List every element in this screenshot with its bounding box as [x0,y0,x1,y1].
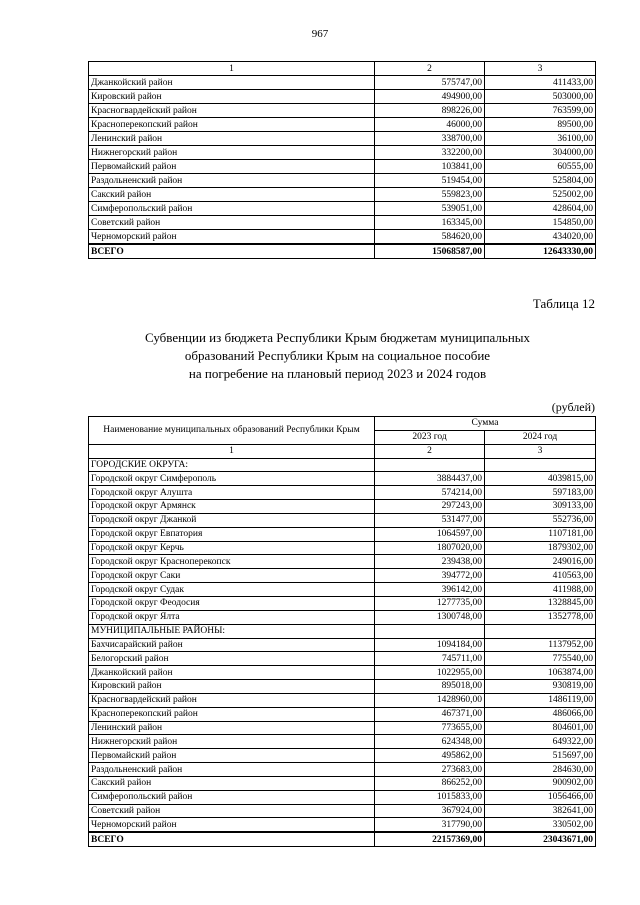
row-name-cell: Городской округ Феодосия [89,596,375,610]
value-2024-cell: 23043671,00 [485,832,596,846]
table-row [89,680,596,694]
value-2024-cell: 411988,00 [485,583,596,597]
value-2024-cell: 775540,00 [485,652,596,666]
row-name-cell: ВСЕГО [89,832,375,846]
table-row [89,216,596,230]
row-name-cell: Первомайский район [89,160,375,174]
empty-cell [485,624,596,638]
value-2023-cell: 495862,00 [375,749,485,763]
subventions-table [88,416,596,847]
empty-cell [375,624,485,638]
row-name-cell: Городской округ Ялта [89,610,375,624]
value-2024-cell: 649322,00 [485,735,596,749]
total-row [89,832,596,846]
table-index-row [89,62,596,76]
value-2023-cell: 3884437,00 [375,472,485,486]
value-2023-cell: 394772,00 [375,569,485,583]
value-2023-cell: 494900,00 [375,90,485,104]
table-title [80,329,595,383]
table-row [89,707,596,721]
value-2023-cell: 898226,00 [375,104,485,118]
empty-cell [375,458,485,472]
table-row [89,230,596,245]
value-2024-cell: 503000,00 [485,90,596,104]
table1-body [89,62,596,259]
value-2024-cell: 434020,00 [485,230,596,245]
table-row [89,763,596,777]
value-2023-cell: 338700,00 [375,132,485,146]
row-name-cell: Городской округ Керчь [89,541,375,555]
value-2024-cell: 309133,00 [485,500,596,514]
header-name-cell: Наименование муниципальных образований Республики Крым [89,417,375,445]
row-name-cell: Раздольненский район [89,763,375,777]
value-2023-cell: 467371,00 [375,707,485,721]
value-2023-cell: 1277735,00 [375,596,485,610]
row-name-cell: Городской округ Евпатория [89,527,375,541]
section-label: ГОРОДСКИЕ ОКРУГА: [89,458,375,472]
value-2023-cell: 163345,00 [375,216,485,230]
value-2023-cell: 584620,00 [375,230,485,245]
value-2024-cell: 1107181,00 [485,527,596,541]
title-line: на погребение на плановый период 2023 и 2024 годов [188,366,487,381]
header-sum-cell: Сумма [375,417,596,431]
value-2023-cell: 273683,00 [375,763,485,777]
row-name-cell: Красногвардейский район [89,104,375,118]
row-name-cell: Джанкойский район [89,76,375,90]
value-2024-cell: 486066,00 [485,707,596,721]
value-2024-cell: 1352778,00 [485,610,596,624]
value-2023-cell: 895018,00 [375,680,485,694]
table-row [89,174,596,188]
table-row [89,569,596,583]
value-2024-cell: 1879302,00 [485,541,596,555]
row-name-cell: Симферопольский район [89,202,375,216]
value-2023-cell: 519454,00 [375,174,485,188]
row-name-cell: ВСЕГО [89,244,375,259]
title-line: образований Республики Крым на социальное пособие [184,348,491,363]
value-2024-cell: 1486119,00 [485,693,596,707]
row-name-cell: Кировский район [89,680,375,694]
value-2024-cell: 597183,00 [485,486,596,500]
header-year-2023: 2023 год [375,430,485,444]
row-name-cell: Советский район [89,804,375,818]
value-2023-cell: 332200,00 [375,146,485,160]
index-cell: 1 [89,62,375,76]
value-2024-cell: 284630,00 [485,763,596,777]
table-row [89,202,596,216]
value-2023-cell: 574214,00 [375,486,485,500]
value-2023-cell: 15068587,00 [375,244,485,259]
value-2024-cell: 763599,00 [485,104,596,118]
value-2024-cell: 930819,00 [485,680,596,694]
value-2023-cell: 539051,00 [375,202,485,216]
section-row [89,458,596,472]
value-2024-cell: 804601,00 [485,721,596,735]
table-label: Таблица 12 [532,296,595,311]
value-2024-cell: 330502,00 [485,818,596,832]
value-2023-cell: 1300748,00 [375,610,485,624]
empty-cell [485,458,596,472]
value-2023-cell: 773655,00 [375,721,485,735]
row-name-cell: Нижнегорский район [89,735,375,749]
value-2024-cell: 4039815,00 [485,472,596,486]
table-row [89,693,596,707]
row-name-cell: Джанкойский район [89,666,375,680]
value-2024-cell: 525804,00 [485,174,596,188]
value-2023-cell: 22157369,00 [375,832,485,846]
row-name-cell: Красногвардейский район [89,693,375,707]
value-2023-cell: 1064597,00 [375,527,485,541]
value-2023-cell: 317790,00 [375,818,485,832]
value-2024-cell: 382641,00 [485,804,596,818]
table-row [89,749,596,763]
row-name-cell: Ленинский район [89,721,375,735]
row-name-cell: Городской округ Судак [89,583,375,597]
row-name-cell: Городской округ Красноперекопск [89,555,375,569]
row-name-cell: Городской округ Саки [89,569,375,583]
row-name-cell: Черноморский район [89,818,375,832]
row-name-cell: Черноморский район [89,230,375,245]
value-2023-cell: 575747,00 [375,76,485,90]
table-row [89,735,596,749]
value-2023-cell: 297243,00 [375,500,485,514]
value-2023-cell: 367924,00 [375,804,485,818]
index-cell: 3 [485,444,596,458]
value-2024-cell: 525002,00 [485,188,596,202]
index-cell: 2 [375,62,485,76]
value-2023-cell: 1428960,00 [375,693,485,707]
value-2024-cell: 89500,00 [485,118,596,132]
table-row [89,790,596,804]
table-row [89,638,596,652]
table-row [89,76,596,90]
value-2024-cell: 249016,00 [485,555,596,569]
row-name-cell: Ленинский район [89,132,375,146]
table-row [89,583,596,597]
value-2023-cell: 103841,00 [375,160,485,174]
row-name-cell: Городской округ Симферополь [89,472,375,486]
row-name-cell: Симферопольский район [89,790,375,804]
table-row [89,652,596,666]
value-2023-cell: 1807020,00 [375,541,485,555]
row-name-cell: Советский район [89,216,375,230]
header-row [89,417,596,431]
table-row [89,104,596,118]
total-row [89,244,596,259]
table-row [89,118,596,132]
value-2023-cell: 1015833,00 [375,790,485,804]
value-2024-cell: 515697,00 [485,749,596,763]
value-2023-cell: 396142,00 [375,583,485,597]
units-label: (рублей) [551,400,595,414]
table-row [89,596,596,610]
value-2023-cell: 1094184,00 [375,638,485,652]
row-name-cell: Сакский район [89,776,375,790]
value-2024-cell: 12643330,00 [485,244,596,259]
value-2024-cell: 552736,00 [485,513,596,527]
value-2024-cell: 304000,00 [485,146,596,160]
table2-body [89,458,596,847]
table-row [89,146,596,160]
row-name-cell: Нижнегорский район [89,146,375,160]
table-row [89,610,596,624]
section-row [89,624,596,638]
row-name-cell: Городской округ Алушта [89,486,375,500]
value-2023-cell: 531477,00 [375,513,485,527]
value-2023-cell: 1022955,00 [375,666,485,680]
value-2023-cell: 559823,00 [375,188,485,202]
row-name-cell: Первомайский район [89,749,375,763]
table-row [89,666,596,680]
table-row [89,527,596,541]
table-row [89,160,596,174]
value-2024-cell: 410563,00 [485,569,596,583]
table-continued [88,61,596,259]
value-2024-cell: 411433,00 [485,76,596,90]
row-name-cell: Бахчисарайский район [89,638,375,652]
table-row [89,555,596,569]
value-2024-cell: 1056466,00 [485,790,596,804]
table-row [89,188,596,202]
value-2024-cell: 60555,00 [485,160,596,174]
section-label: МУНИЦИПАЛЬНЫЕ РАЙОНЫ: [89,624,375,638]
table-row [89,513,596,527]
row-name-cell: Сакский район [89,188,375,202]
value-2024-cell: 1063874,00 [485,666,596,680]
value-2023-cell: 624348,00 [375,735,485,749]
title-line: Субвенции из бюджета Республики Крым бюджетам муниципальных [144,330,531,345]
row-name-cell: Красноперекопский район [89,707,375,721]
table-row [89,90,596,104]
table-row [89,818,596,832]
row-name-cell: Белогорский район [89,652,375,666]
table-row [89,472,596,486]
value-2023-cell: 46000,00 [375,118,485,132]
header-year-2024: 2024 год [485,430,596,444]
table-row [89,500,596,514]
index-cell: 3 [485,62,596,76]
row-name-cell: Городской округ Джанкой [89,513,375,527]
row-name-cell: Раздольненский район [89,174,375,188]
value-2024-cell: 36100,00 [485,132,596,146]
table-row [89,721,596,735]
table-row [89,541,596,555]
index-cell: 2 [375,444,485,458]
row-name-cell: Городской округ Армянск [89,500,375,514]
value-2024-cell: 1137952,00 [485,638,596,652]
table-index-row [89,444,596,458]
row-name-cell: Кировский район [89,90,375,104]
value-2023-cell: 866252,00 [375,776,485,790]
value-2024-cell: 428604,00 [485,202,596,216]
value-2024-cell: 154850,00 [485,216,596,230]
table-row [89,776,596,790]
value-2023-cell: 239438,00 [375,555,485,569]
index-cell: 1 [89,444,375,458]
row-name-cell: Красноперекопский район [89,118,375,132]
table-row [89,486,596,500]
table-row [89,804,596,818]
value-2023-cell: 745711,00 [375,652,485,666]
page-number: 967 [311,28,329,40]
value-2024-cell: 900902,00 [485,776,596,790]
table-row [89,132,596,146]
value-2024-cell: 1328845,00 [485,596,596,610]
